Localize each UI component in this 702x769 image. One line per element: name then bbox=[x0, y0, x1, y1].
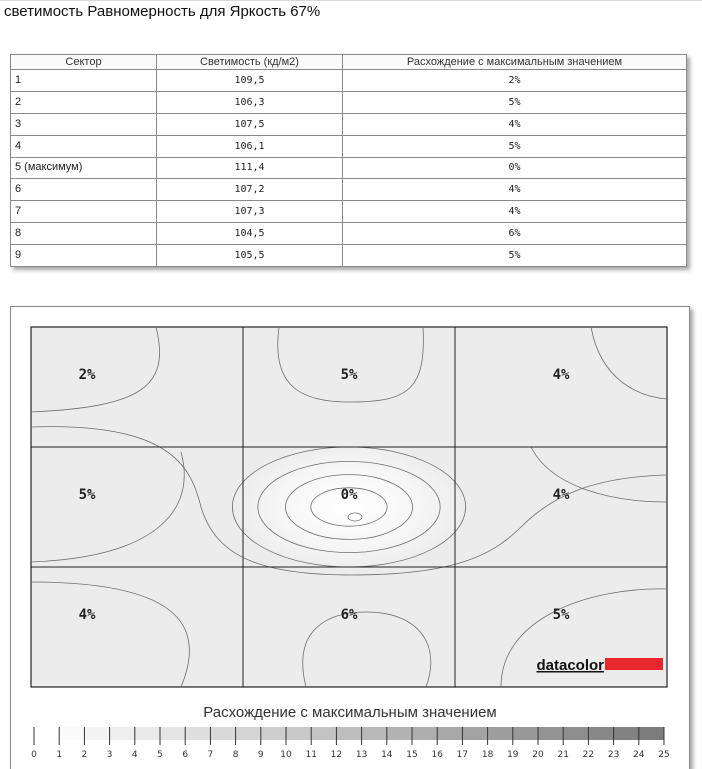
cell-deviation: 5% bbox=[343, 245, 687, 267]
legend-tick-label: 3 bbox=[106, 750, 113, 760]
cell-label: 6% bbox=[340, 607, 358, 623]
legend-tick-label: 15 bbox=[406, 750, 418, 760]
legend-swatch bbox=[387, 727, 412, 740]
legend-swatch bbox=[336, 727, 361, 740]
cell-deviation: 5% bbox=[343, 135, 687, 157]
cell-deviation: 2% bbox=[343, 70, 687, 92]
table-row bbox=[11, 179, 687, 201]
legend-swatch bbox=[437, 727, 462, 740]
legend-tick-label: 23 bbox=[607, 750, 620, 760]
legend-tick-label: 10 bbox=[280, 750, 292, 760]
legend-swatch bbox=[59, 727, 84, 740]
cell-deviation: 5% bbox=[343, 91, 687, 113]
cell-sector: 6 bbox=[11, 179, 157, 201]
cell-sector: 1 bbox=[11, 70, 157, 92]
table-header-row bbox=[11, 55, 687, 70]
cell-label: 2% bbox=[78, 367, 96, 383]
legend-swatch bbox=[84, 727, 109, 740]
legend-tick-label: 0 bbox=[31, 750, 37, 760]
header-sector: Сектор bbox=[11, 55, 157, 70]
legend-tick-label: 17 bbox=[456, 750, 469, 760]
table-row bbox=[11, 135, 687, 157]
legend-swatch bbox=[614, 727, 639, 740]
datacolor-logo-bar bbox=[605, 658, 663, 670]
cell-sector: 7 bbox=[11, 201, 157, 223]
cell-label: 4% bbox=[552, 367, 570, 383]
cell-luminance: 104,5 bbox=[157, 223, 343, 245]
legend-tick-label: 14 bbox=[381, 750, 393, 760]
cell-deviation: 0% bbox=[343, 157, 687, 179]
uniformity-table bbox=[10, 54, 687, 267]
hotspot-gradient bbox=[232, 441, 465, 573]
legend-tick-label: 20 bbox=[532, 750, 544, 760]
legend-swatch bbox=[135, 727, 160, 740]
cell-deviation: 4% bbox=[343, 113, 687, 135]
uniformity-heatmap bbox=[11, 307, 689, 769]
table-row bbox=[11, 201, 687, 223]
legend-tick-label: 25 bbox=[658, 750, 670, 760]
cell-sector: 2 bbox=[11, 91, 157, 113]
legend-swatch bbox=[488, 727, 513, 740]
cell-label: 5% bbox=[552, 607, 570, 623]
table-row bbox=[11, 245, 687, 267]
legend-swatch bbox=[261, 727, 286, 740]
legend-swatch bbox=[160, 727, 185, 740]
table-row bbox=[11, 223, 687, 245]
legend-tick-label: 19 bbox=[507, 750, 519, 760]
legend-swatch bbox=[412, 727, 437, 740]
legend-swatch bbox=[210, 727, 235, 740]
cell-luminance: 107,2 bbox=[157, 179, 343, 201]
cell-label: 4% bbox=[552, 487, 570, 503]
cell-deviation: 4% bbox=[343, 179, 687, 201]
legend-swatch bbox=[513, 727, 538, 740]
cell-luminance: 106,3 bbox=[157, 91, 343, 113]
legend-swatch bbox=[286, 727, 311, 740]
cell-luminance: 107,3 bbox=[157, 201, 343, 223]
table-row bbox=[11, 113, 687, 135]
cell-label: 5% bbox=[340, 367, 358, 383]
legend-tick-label: 1 bbox=[56, 750, 63, 760]
legend-tick-label: 16 bbox=[431, 750, 443, 760]
page-title: светимость Равномерность для Яркость 67% bbox=[4, 3, 321, 20]
cell-luminance: 109,5 bbox=[157, 70, 343, 92]
legend-swatch bbox=[588, 727, 613, 740]
legend-swatch bbox=[462, 727, 487, 740]
uniformity-table-container bbox=[10, 54, 687, 267]
cell-sector: 8 bbox=[11, 223, 157, 245]
cell-label: 0% bbox=[340, 487, 358, 503]
legend-tick-label: 4 bbox=[131, 750, 138, 760]
cell-deviation: 4% bbox=[343, 201, 687, 223]
table-row bbox=[11, 91, 687, 113]
header-deviation: Расхождение с максимальным значением bbox=[343, 55, 687, 70]
legend-tick-label: 8 bbox=[232, 750, 239, 760]
legend-tick-label: 12 bbox=[330, 750, 343, 760]
legend-tick-label: 2 bbox=[81, 750, 88, 760]
legend-tick-label: 24 bbox=[633, 750, 645, 760]
cell-sector: 5 (максимум) bbox=[11, 157, 157, 179]
legend-tick-label: 22 bbox=[582, 750, 595, 760]
cell-luminance: 111,4 bbox=[157, 157, 343, 179]
uniformity-chart-frame bbox=[10, 306, 690, 769]
legend-swatch bbox=[236, 727, 261, 740]
legend-swatch bbox=[362, 727, 387, 740]
legend-tick-label: 7 bbox=[207, 750, 214, 760]
cell-sector: 4 bbox=[11, 135, 157, 157]
legend-tick-label: 5 bbox=[157, 750, 163, 760]
legend-swatch bbox=[563, 727, 588, 740]
legend-swatch bbox=[311, 727, 336, 740]
cell-label: 4% bbox=[78, 607, 96, 623]
legend-tick-label: 9 bbox=[257, 750, 264, 760]
cell-luminance: 106,1 bbox=[157, 135, 343, 157]
legend-tick-label: 18 bbox=[481, 750, 494, 760]
cell-luminance: 105,5 bbox=[157, 245, 343, 267]
cell-label: 5% bbox=[78, 487, 96, 503]
legend-swatch bbox=[185, 727, 210, 740]
table-row bbox=[11, 70, 687, 92]
legend-swatch bbox=[538, 727, 563, 740]
datacolor-logo-text: datacolor bbox=[536, 657, 604, 674]
legend-swatch bbox=[34, 727, 59, 740]
legend-tick-label: 6 bbox=[182, 750, 189, 760]
cell-sector: 9 bbox=[11, 245, 157, 267]
header-luminance: Светимость (кд/м2) bbox=[157, 55, 343, 70]
legend-tick-label: 13 bbox=[355, 750, 368, 760]
top-divider bbox=[0, 0, 702, 1]
legend-tick-label: 21 bbox=[557, 750, 569, 760]
cell-luminance: 107,5 bbox=[157, 113, 343, 135]
legend-swatch bbox=[639, 727, 664, 740]
legend-tick-label: 11 bbox=[305, 750, 317, 760]
legend-title: Расхождение с максимальным значением bbox=[203, 704, 497, 721]
legend-swatch bbox=[110, 727, 135, 740]
table-row bbox=[11, 157, 687, 179]
cell-deviation: 6% bbox=[343, 223, 687, 245]
cell-sector: 3 bbox=[11, 113, 157, 135]
